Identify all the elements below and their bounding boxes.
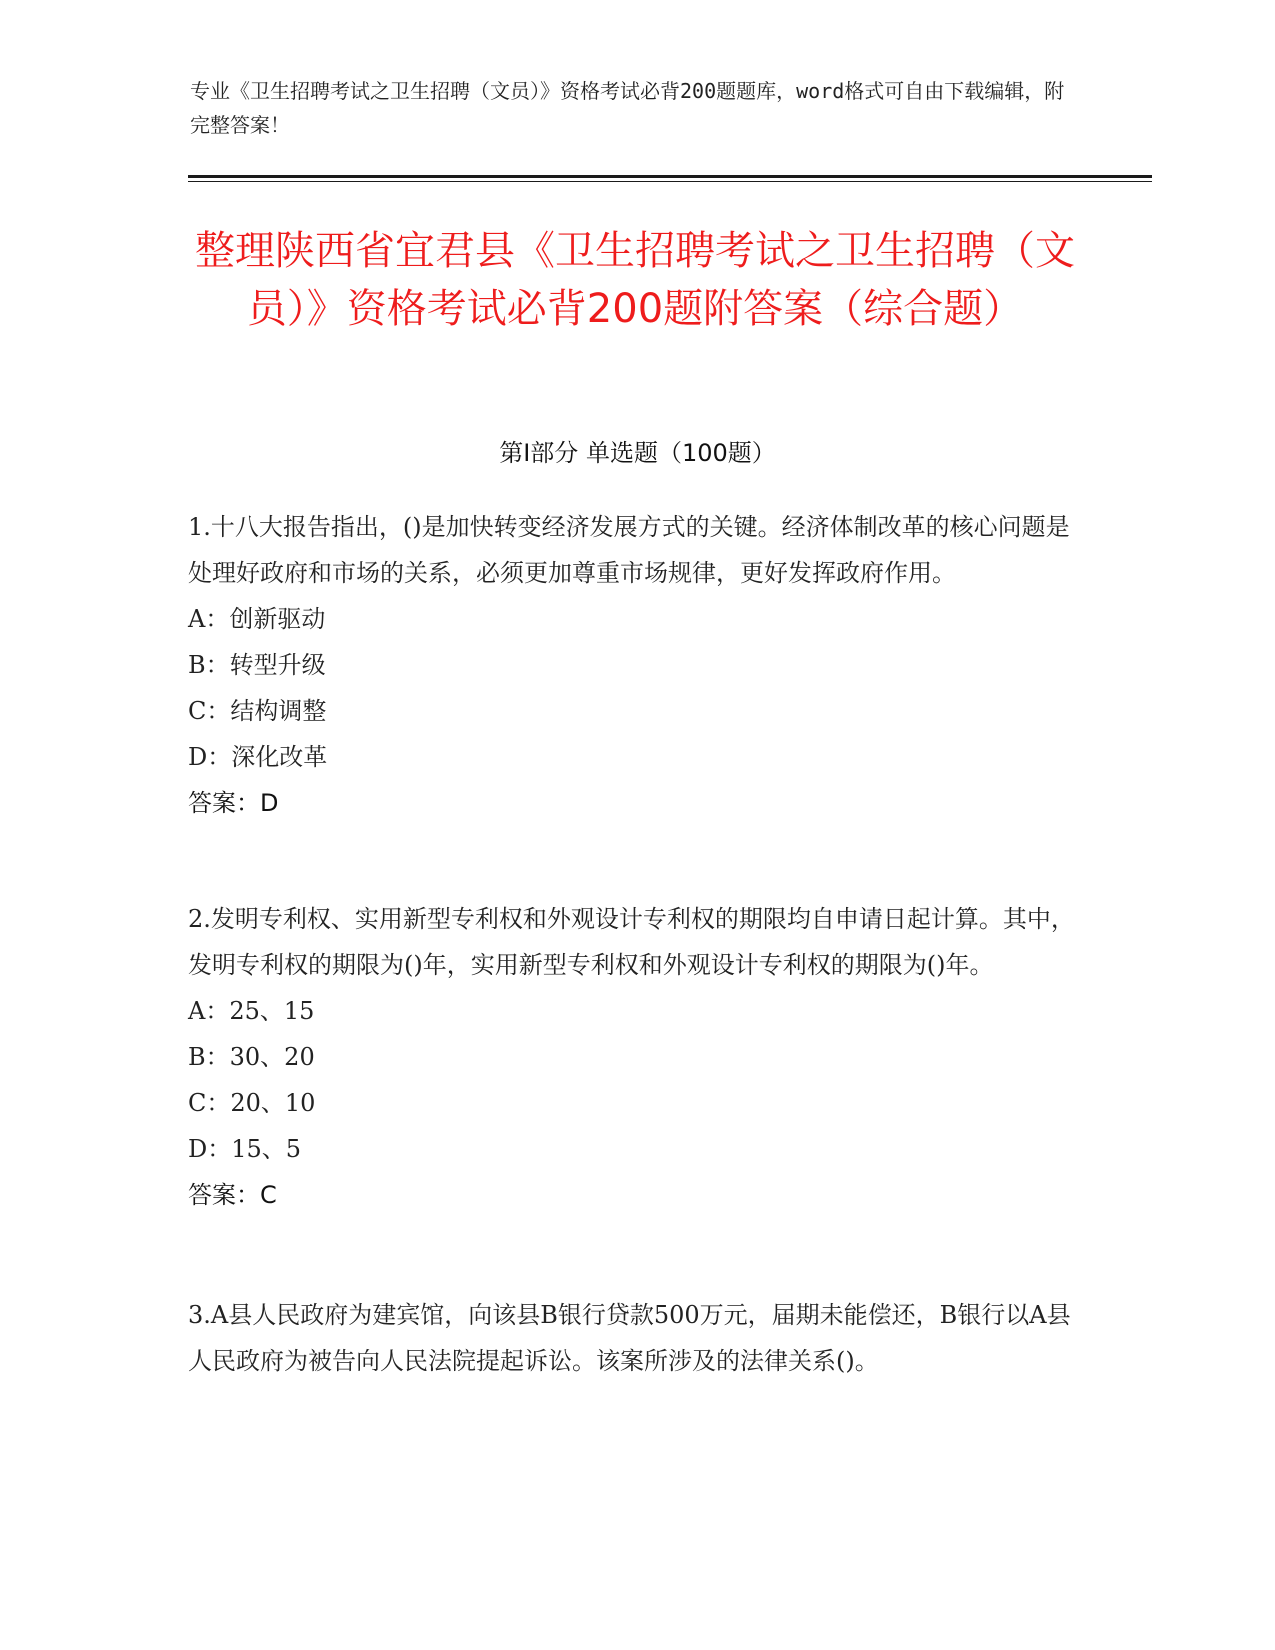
option-a: A：创新驱动 (188, 605, 326, 633)
option-d: D：深化改革 (188, 743, 328, 771)
question-stem: 3.A县人民政府为建宾馆，向该县B银行贷款500万元，届期未能偿还，B银行以A县人民政府为被告向人民法院提起诉讼。该案所涉及的法律关系()。 (188, 1301, 1071, 1375)
option-c: C：结构调整 (188, 697, 327, 725)
header-rule-thin (188, 181, 1152, 182)
question-1 (188, 504, 1088, 826)
header-note: 专业《卫生招聘考试之卫生招聘（文员）》资格考试必背200题题库，word格式可自由下载编辑，附完整答案！ (190, 79, 1065, 137)
option-a: A：25、15 (188, 997, 315, 1025)
question-stem: 1.十八大报告指出，()是加快转变经济发展方式的关键。经济体制改革的核心问题是处理好政府和市场的关系，必须更加尊重市场规律，更好发挥政府作用。 (188, 513, 1070, 587)
header-rule-thick (188, 175, 1152, 178)
question-3 (188, 1292, 1088, 1384)
document-title: 整理陕西省宜君县《卫生招聘考试之卫生招聘（文员）》资格考试必背200题附答案（综合题） (195, 228, 1075, 332)
question-2 (188, 896, 1088, 1218)
option-c: C：20、10 (188, 1089, 316, 1117)
option-d: D：15、5 (188, 1135, 302, 1163)
option-b: B：30、20 (188, 1043, 315, 1071)
answer: 答案：D (188, 789, 279, 817)
question-stem: 2.发明专利权、实用新型专利权和外观设计专利权的期限均自申请日起计算。其中，发明专利权的期限为()年，实用新型专利权和外观设计专利权的期限为()年。 (188, 905, 1075, 979)
option-b: B：转型升级 (188, 651, 326, 679)
section-title: 第I部分 单选题（100题） (499, 439, 776, 467)
answer: 答案：C (188, 1181, 277, 1209)
